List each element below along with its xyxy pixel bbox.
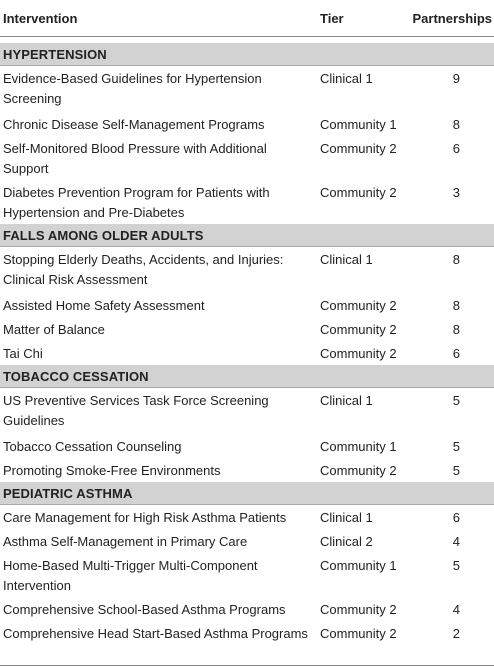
cell-intervention: Evidence-Based Guidelines for Hypertension Screening bbox=[3, 71, 262, 106]
cell-tier: Community 2 bbox=[320, 298, 397, 313]
table-row bbox=[0, 293, 494, 317]
cell-tier: Community 2 bbox=[320, 602, 397, 617]
cell-tier: Community 2 bbox=[320, 141, 397, 156]
cell-tier: Community 2 bbox=[320, 626, 397, 641]
section-header: FALLS AMONG OLDER ADULTS bbox=[0, 224, 494, 247]
cell-partnerships: 5 bbox=[452, 439, 460, 454]
cell-intervention: Tobacco Cessation Counseling bbox=[3, 439, 182, 454]
cell-partnerships: 3 bbox=[452, 185, 460, 200]
cell-partnerships: 8 bbox=[452, 298, 460, 313]
cell-intervention: Stopping Elderly Deaths, Accidents, and Injuries: Clinical Risk Assessment bbox=[3, 252, 284, 287]
table-row bbox=[0, 597, 494, 621]
cell-tier: Community 1 bbox=[320, 117, 397, 132]
cell-intervention: Diabetes Prevention Program for Patients with Hypertension and Pre-Diabetes bbox=[3, 185, 270, 220]
table-row bbox=[0, 434, 494, 458]
cell-tier: Community 1 bbox=[320, 439, 397, 454]
cell-partnerships: 4 bbox=[452, 602, 460, 617]
cell-tier: Clinical 1 bbox=[320, 510, 373, 525]
table-row bbox=[0, 621, 494, 665]
cell-partnerships: 4 bbox=[452, 534, 460, 549]
cell-intervention: Comprehensive School-Based Asthma Programs bbox=[3, 602, 286, 617]
cell-tier: Clinical 1 bbox=[320, 71, 373, 86]
cell-partnerships: 5 bbox=[452, 463, 460, 478]
cell-intervention: Care Management for High Risk Asthma Patients bbox=[3, 510, 287, 525]
cell-partnerships: 2 bbox=[452, 626, 460, 641]
cell-intervention: Chronic Disease Self-Management Programs bbox=[3, 117, 265, 132]
cell-tier: Community 2 bbox=[320, 463, 397, 478]
cell-partnerships: 5 bbox=[452, 393, 460, 408]
table-row bbox=[0, 66, 494, 112]
cell-intervention: Comprehensive Head Start-Based Asthma Programs bbox=[3, 626, 308, 641]
table-body bbox=[0, 43, 494, 665]
table-row bbox=[0, 112, 494, 136]
table-row bbox=[0, 388, 494, 434]
header-partnerships: Partnerships bbox=[412, 10, 492, 26]
cell-partnerships: 8 bbox=[452, 117, 460, 132]
table-row bbox=[0, 341, 494, 365]
section-header: TOBACCO CESSATION bbox=[0, 365, 494, 388]
cell-intervention: Assisted Home Safety Assessment bbox=[3, 298, 205, 313]
cell-partnerships: 5 bbox=[452, 558, 460, 573]
table-row bbox=[0, 505, 494, 529]
cell-partnerships: 6 bbox=[452, 346, 460, 361]
cell-intervention: Tai Chi bbox=[3, 346, 43, 361]
cell-partnerships: 6 bbox=[452, 141, 460, 156]
cell-tier: Clinical 1 bbox=[320, 252, 373, 267]
cell-intervention: Matter of Balance bbox=[3, 322, 105, 337]
table-row bbox=[0, 136, 494, 180]
cell-partnerships: 8 bbox=[452, 322, 460, 337]
table-row bbox=[0, 458, 494, 482]
cell-intervention: Promoting Smoke-Free Environments bbox=[3, 463, 221, 478]
cell-partnerships: 6 bbox=[452, 510, 460, 525]
cell-intervention: Self-Monitored Blood Pressure with Additional Support bbox=[3, 141, 267, 176]
cell-partnerships: 9 bbox=[452, 71, 460, 86]
cell-intervention: US Preventive Services Task Force Screening Guidelines bbox=[3, 393, 269, 428]
cell-intervention: Home-Based Multi-Trigger Multi-Component Intervention bbox=[3, 558, 258, 593]
cell-tier: Community 2 bbox=[320, 346, 397, 361]
table-row bbox=[0, 553, 494, 597]
table-row bbox=[0, 180, 494, 224]
cell-tier: Clinical 1 bbox=[320, 393, 373, 408]
section-header: HYPERTENSION bbox=[0, 43, 494, 66]
cell-tier: Community 2 bbox=[320, 322, 397, 337]
table-row bbox=[0, 317, 494, 341]
table-row bbox=[0, 529, 494, 553]
header-tier: Tier bbox=[320, 10, 344, 26]
section-header: PEDIATRIC ASTHMA bbox=[0, 482, 494, 505]
cell-partnerships: 8 bbox=[452, 252, 460, 267]
table-row bbox=[0, 247, 494, 293]
cell-tier: Community 1 bbox=[320, 558, 397, 573]
cell-tier: Clinical 2 bbox=[320, 534, 373, 549]
table-header bbox=[0, 0, 494, 36]
header-intervention: Intervention bbox=[3, 10, 78, 26]
cell-intervention: Asthma Self-Management in Primary Care bbox=[3, 534, 248, 549]
cell-tier: Community 2 bbox=[320, 185, 397, 200]
